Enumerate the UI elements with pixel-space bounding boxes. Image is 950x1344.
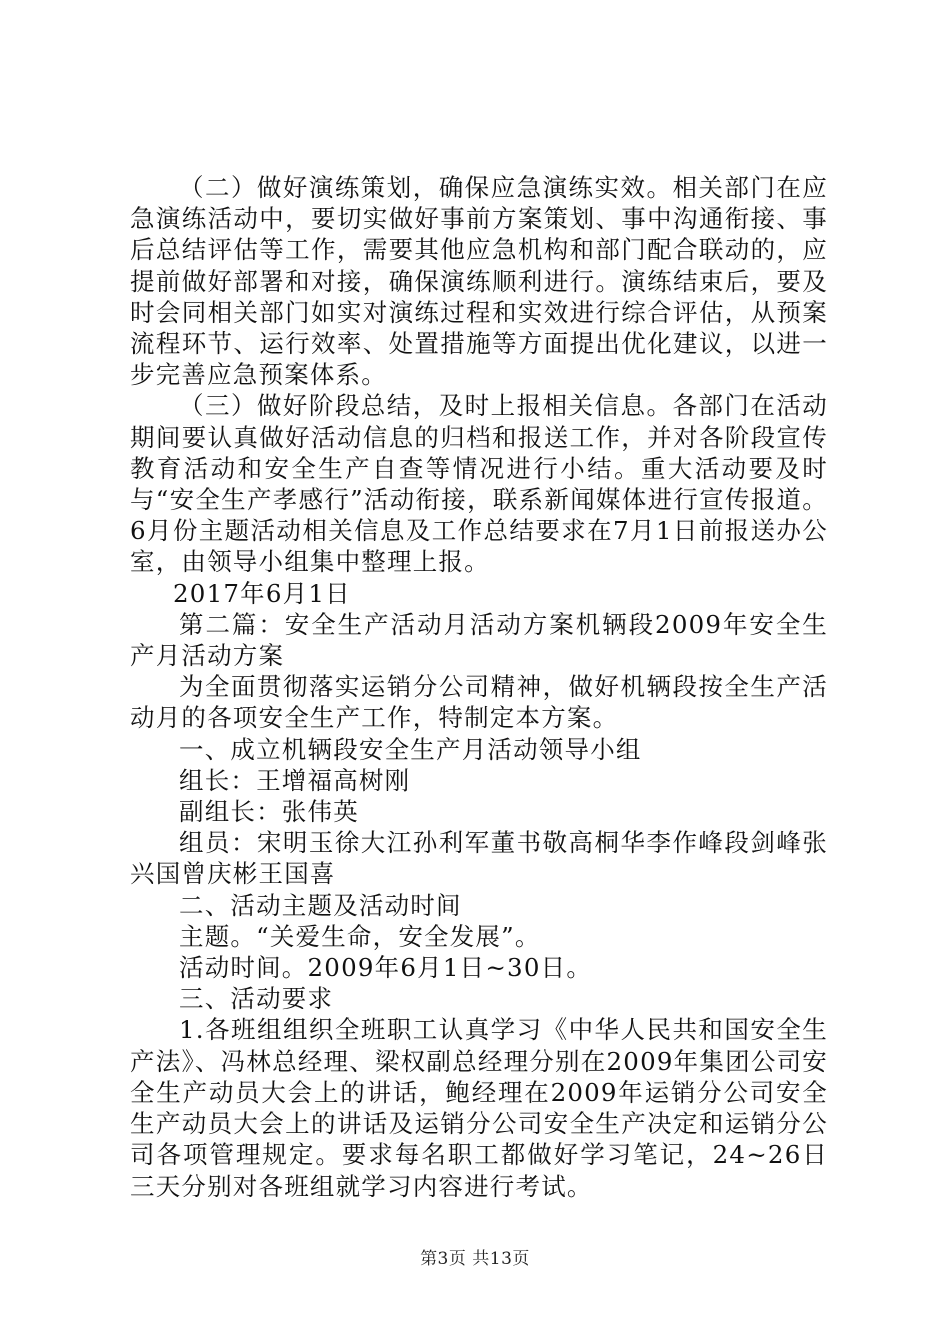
document-date: 2017年6月1日 [173,578,351,608]
heading-requirements: 三、活动要求 [179,984,334,1014]
requirement-item-1: 1.各班组组织全班职工认真学习《中华人民共和国安全生产法》、冯林总经理、梁权副总经理分别在2009年集团公司安全生产动员大会上的讲话，鲍经理在2009年运销分公司安全生产动员大会上的讲话及运销分公司安全生产决定和运销分公司各项管理规定。要求每名职工都做好学习笔记，24~26日三天分别对各班组就学习内容进行考试。 [130,1015,828,1201]
theme-line: 主题。“关爱生命，安全发展”。 [179,921,541,951]
heading-theme-and-time: 二、活动主题及活动时间 [179,890,462,920]
deputy-leader-line: 副组长：张伟英 [179,797,359,827]
paragraph-purpose: 为全面贯彻落实运销分公司精神，做好机辆段按全生产活动月的各项安全生产工作，特制定本方案。 [130,672,828,733]
paragraph-drill-planning: （二）做好演练策划，确保应急演练实效。相关部门在应急演练活动中，要切实做好事前方案策划、事中沟通衔接、事后总结评估等工作，需要其他应急机构和部门配合联动的，应提前做好部署和对接，确保演练顺利进行。演练结束后，要及时会同相关部门如实对演练过程和实效进行综合评估，从预案流程环节、运行效率、处置措施等方面提出优化建议，以进一步完善应急预案体系。 [130,173,828,390]
heading-leadership-group: 一、成立机辆段安全生产月活动领导小组 [179,734,642,764]
group-leader-line: 组长：王增福高树刚 [179,765,411,795]
document-body [130,172,828,1202]
section-heading-part-two: 第二篇：安全生产活动月活动方案机辆段2009年安全生产月活动方案 [130,609,828,671]
group-members-line: 组员：宋明玉徐大江孙利军董书敬高桐华李作峰段剑峰张兴国曾庆彬王国喜 [130,828,828,889]
activity-time-line: 活动时间。2009年6月1日~30日。 [179,953,593,983]
paragraph-stage-summary: （三）做好阶段总结，及时上报相关信息。各部门在活动期间要认真做好活动信息的归档和报送工作，并对各阶段宣传教育活动和安全生产自查等情况进行小结。重大活动要及时与“安全生产孝感行”活动衔接，联系新闻媒体进行宣传报道。6月份主题活动相关信息及工作总结要求在7月1日前报送办公室，由领导小组集中整理上报。 [130,391,828,577]
page-footer: 第3页 共13页 [420,1249,530,1269]
